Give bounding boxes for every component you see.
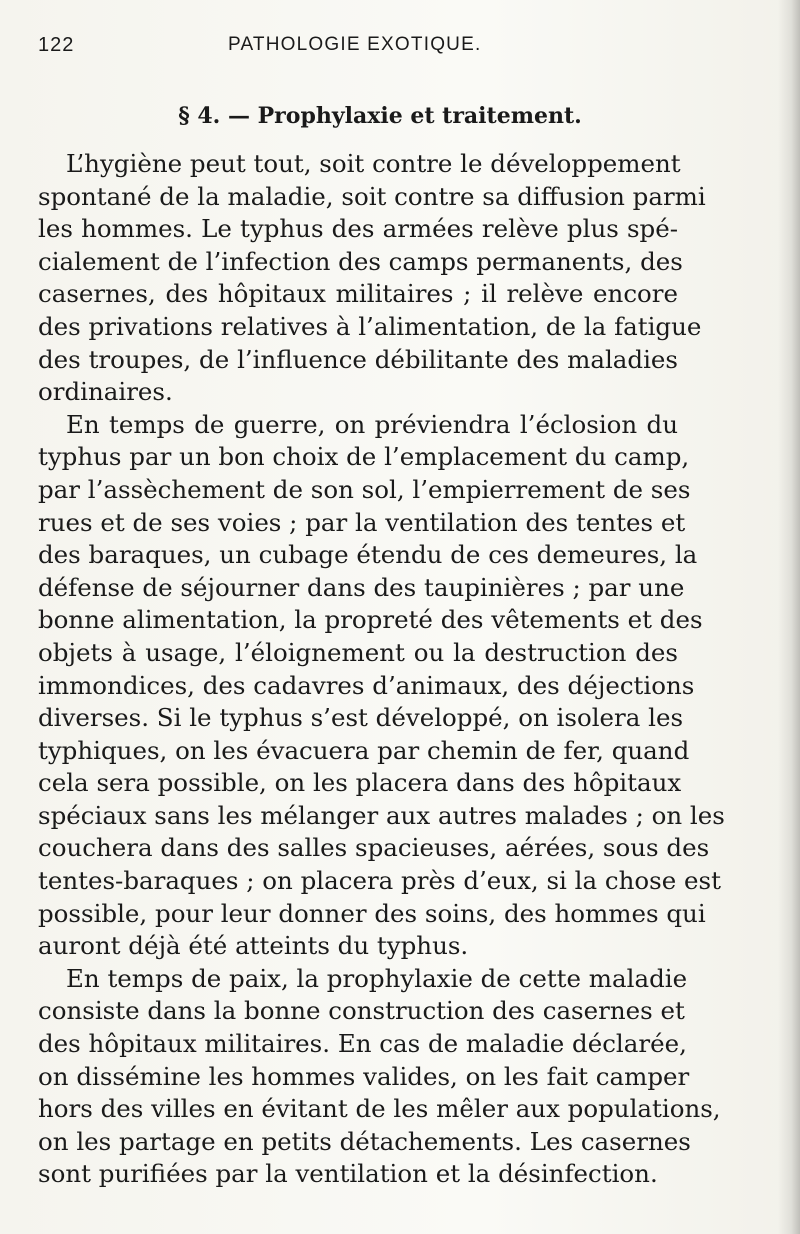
page-number: 122 (38, 34, 75, 56)
text-line: des hôpitaux militaires. En cas de maladie déclarée, (38, 1029, 687, 1059)
text-line: spontané de la maladie, soit contre sa diffusion parmi (38, 181, 706, 211)
text-line: cela sera possible, on les placera dans des hôpitaux (38, 768, 682, 798)
text-line: tentes-baraques ; on placera près d’eux, si la chose est (38, 866, 721, 896)
text-line: sont purifiées par la ventilation et la désinfection. (38, 1159, 658, 1189)
text-line: cialement de l’infection des camps permanents, des (38, 246, 683, 276)
text-line: typhus par un bon choix de l’emplacement du camp, (38, 442, 690, 472)
body-text (38, 148, 725, 1191)
text-line: hors des villes en évitant de les mêler aux populations, (38, 1094, 721, 1124)
page-header (38, 34, 718, 64)
text-line: on dissémine les hommes valides, on les fait camper (38, 1061, 690, 1091)
text-line: on les partage en petits détachements. Les casernes (38, 1126, 691, 1156)
text-line: ordinaires. (38, 377, 173, 407)
running-head: PATHOLOGIE EXOTIQUE. (228, 34, 482, 55)
text-line: défense de séjourner dans des taupinières ; par une (38, 572, 685, 602)
text-line: des troupes, de l’influence débilitante des maladies (38, 344, 678, 374)
text-line: diverses. Si le typhus s’est développé, on isolera les (38, 703, 684, 733)
page-edge-shadow (778, 0, 800, 1234)
text-line: les hommes. Le typhus des armées relève plus spé- (38, 214, 678, 244)
text-line: casernes, des hôpitaux militaires ; il relève encore (38, 279, 678, 309)
text-line: immondices, des cadavres d’animaux, des déjections (38, 670, 695, 700)
text-line: typhiques, on les évacuera par chemin de fer, quand (38, 735, 690, 765)
text-line: des baraques, un cubage étendu de ces demeures, la (38, 540, 698, 570)
section-title: § 4. — Prophylaxie et traitement. (178, 103, 582, 129)
text-line: En temps de paix, la prophylaxie de cette maladie (66, 963, 688, 993)
text-line: spéciaux sans les mélanger aux autres malades ; on les (38, 800, 725, 830)
text-line: auront déjà été atteints du typhus. (38, 931, 469, 961)
text-line: objets à usage, l’éloignement ou la destruction des (38, 637, 678, 667)
text-line: possible, pour leur donner des soins, des hommes qui (38, 898, 706, 928)
text-line: des privations relatives à l’alimentation, de la fatigue (38, 311, 702, 341)
text-line: consiste dans la bonne construction des casernes et (38, 996, 685, 1026)
text-line: par l’assèchement de son sol, l’empierrement de ses (38, 474, 691, 504)
text-line: rues et de ses voies ; par la ventilation des tentes et (38, 507, 686, 537)
text-line: bonne alimentation, la propreté des vêtements et des (38, 605, 703, 635)
text-line: L’hygiène peut tout, soit contre le développement (66, 149, 681, 178)
text-line: couchera dans des salles spacieuses, aérées, sous des (38, 833, 710, 863)
text-line: En temps de guerre, on préviendra l’éclosion du (66, 409, 678, 439)
